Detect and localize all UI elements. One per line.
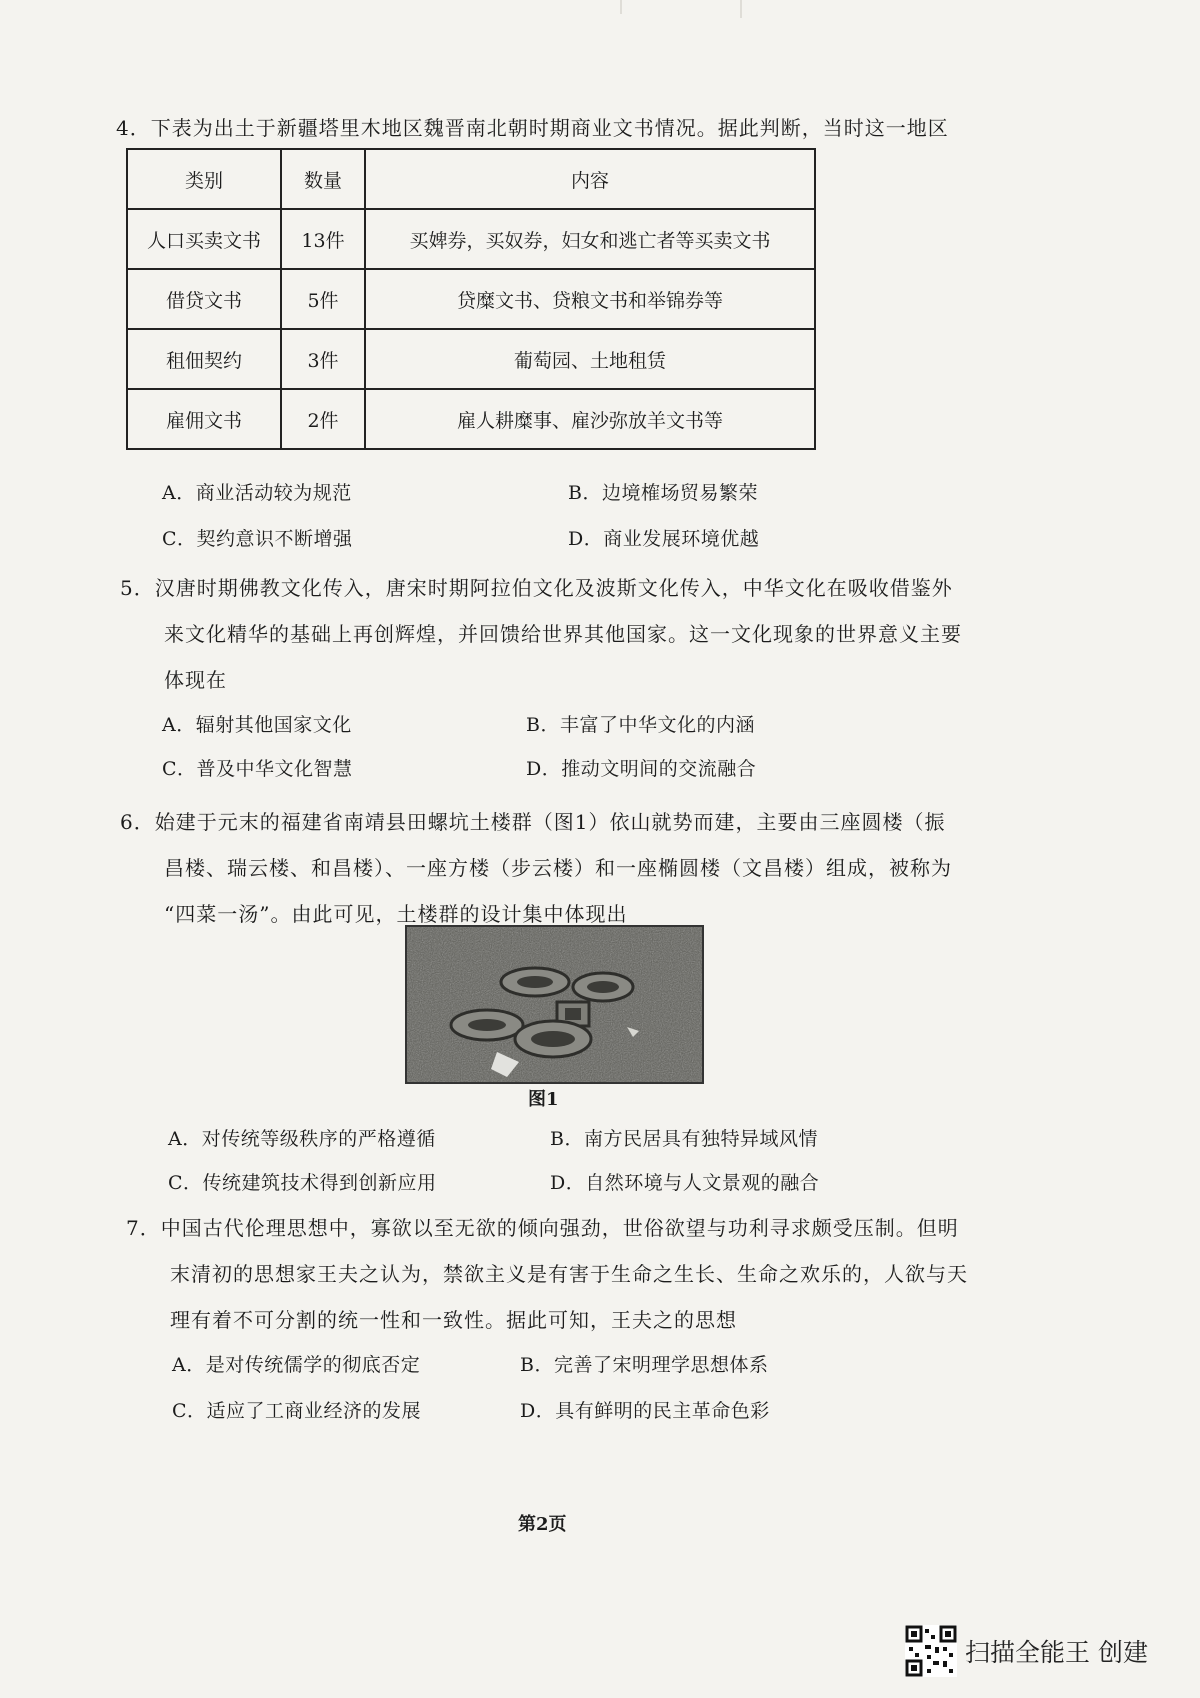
q7-stem-line: 7．中国古代伦理思想中，寡欲以至无欲的倾向强劲，世俗欲望与功利寻求颇受压制。但明 xyxy=(126,1216,959,1240)
table-row xyxy=(127,329,815,389)
q7-option-d[interactable]: D．具有鲜明的民主革命色彩 xyxy=(520,1400,770,1422)
table-header-cell: 类别 xyxy=(127,149,281,209)
table-cell: 借贷文书 xyxy=(127,269,281,329)
table-row xyxy=(127,269,815,329)
q6-stem-line: 昌楼、瑞云楼、和昌楼）、一座方楼（步云楼）和一座椭圆楼（文昌楼）组成，被称为 xyxy=(164,856,952,880)
q4-stem: 4．下表为出土于新疆塔里木地区魏晋南北朝时期商业文书情况。据此判断，当时这一地区 xyxy=(116,116,949,140)
q4-option-d[interactable]: D．商业发展环境优越 xyxy=(568,528,760,550)
table-cell: 雇佣文书 xyxy=(127,389,281,449)
q4-table xyxy=(126,148,816,450)
tulou-photo xyxy=(405,925,704,1084)
table-cell: 13件 xyxy=(281,209,365,269)
q6-stem-line: 6．始建于元末的福建省南靖县田螺坑土楼群（图1）依山就势而建，主要由三座圆楼（振 xyxy=(120,810,946,834)
q4-option-c[interactable]: C．契约意识不断增强 xyxy=(162,528,353,550)
table-cell: 葡萄园、土地租赁 xyxy=(365,329,815,389)
q4-option-b[interactable]: B．边境榷场贸易繁荣 xyxy=(568,482,758,504)
q5-option-d[interactable]: D．推动文明间的交流融合 xyxy=(526,758,757,780)
q6-option-d[interactable]: D．自然环境与人文景观的融合 xyxy=(550,1172,820,1194)
q5-stem-line: 5．汉唐时期佛教文化传入，唐宋时期阿拉伯文化及波斯文化传入，中华文化在吸收借鉴外 xyxy=(120,576,953,600)
q6-stem-line: “四菜一汤”。由此可见，土楼群的设计集中体现出 xyxy=(164,902,628,926)
table-cell: 租佃契约 xyxy=(127,329,281,389)
q7-stem-line: 理有着不可分割的统一性和一致性。据此可知，王夫之的思想 xyxy=(170,1308,737,1332)
table-cell: 贷糜文书、贷粮文书和举锦券等 xyxy=(365,269,815,329)
figure-caption: 图1 xyxy=(528,1089,559,1110)
table-header-cell: 数量 xyxy=(281,149,365,209)
page-number: 第2页 xyxy=(518,1514,567,1535)
table-cell: 5件 xyxy=(281,269,365,329)
q7-option-a[interactable]: A．是对传统儒学的彻底否定 xyxy=(172,1354,421,1376)
q5-option-a[interactable]: A．辐射其他国家文化 xyxy=(162,714,352,736)
q6-option-c[interactable]: C．传统建筑技术得到创新应用 xyxy=(168,1172,437,1194)
q5-stem-line: 来文化精华的基础上再创辉煌，并回馈给世界其他国家。这一文化现象的世界意义主要 xyxy=(164,622,962,646)
scanner-label: 扫描全能王 创建 xyxy=(965,1638,1148,1667)
table-cell: 雇人耕糜事、雇沙弥放羊文书等 xyxy=(365,389,815,449)
q5-option-b[interactable]: B．丰富了中华文化的内涵 xyxy=(526,714,755,736)
q6-option-a[interactable]: A．对传统等级秩序的严格遵循 xyxy=(168,1128,436,1150)
q7-option-b[interactable]: B．完善了宋明理学思想体系 xyxy=(520,1354,769,1376)
qr-code-icon xyxy=(905,1625,957,1677)
table-row xyxy=(127,209,815,269)
table-cell: 买婢券，买奴券，妇女和逃亡者等买卖文书 xyxy=(365,209,815,269)
q5-option-c[interactable]: C．普及中华文化智慧 xyxy=(162,758,353,780)
table-cell: 人口买卖文书 xyxy=(127,209,281,269)
q7-stem-line: 末清初的思想家王夫之认为，禁欲主义是有害于生命之生长、生命之欢乐的，人欲与天 xyxy=(170,1262,968,1286)
table-cell: 2件 xyxy=(281,389,365,449)
table-header-cell: 内容 xyxy=(365,149,815,209)
scanner-watermark xyxy=(905,1625,1148,1677)
table-header-row xyxy=(127,149,815,209)
q6-option-b[interactable]: B．南方民居具有独特异域风情 xyxy=(550,1128,818,1150)
table-row xyxy=(127,389,815,449)
q4-option-a[interactable]: A．商业活动较为规范 xyxy=(162,482,352,504)
table-cell: 3件 xyxy=(281,329,365,389)
q5-stem-line: 体现在 xyxy=(164,668,227,692)
tulou-photo-image xyxy=(407,927,702,1082)
q7-option-c[interactable]: C．适应了工商业经济的发展 xyxy=(172,1400,422,1422)
